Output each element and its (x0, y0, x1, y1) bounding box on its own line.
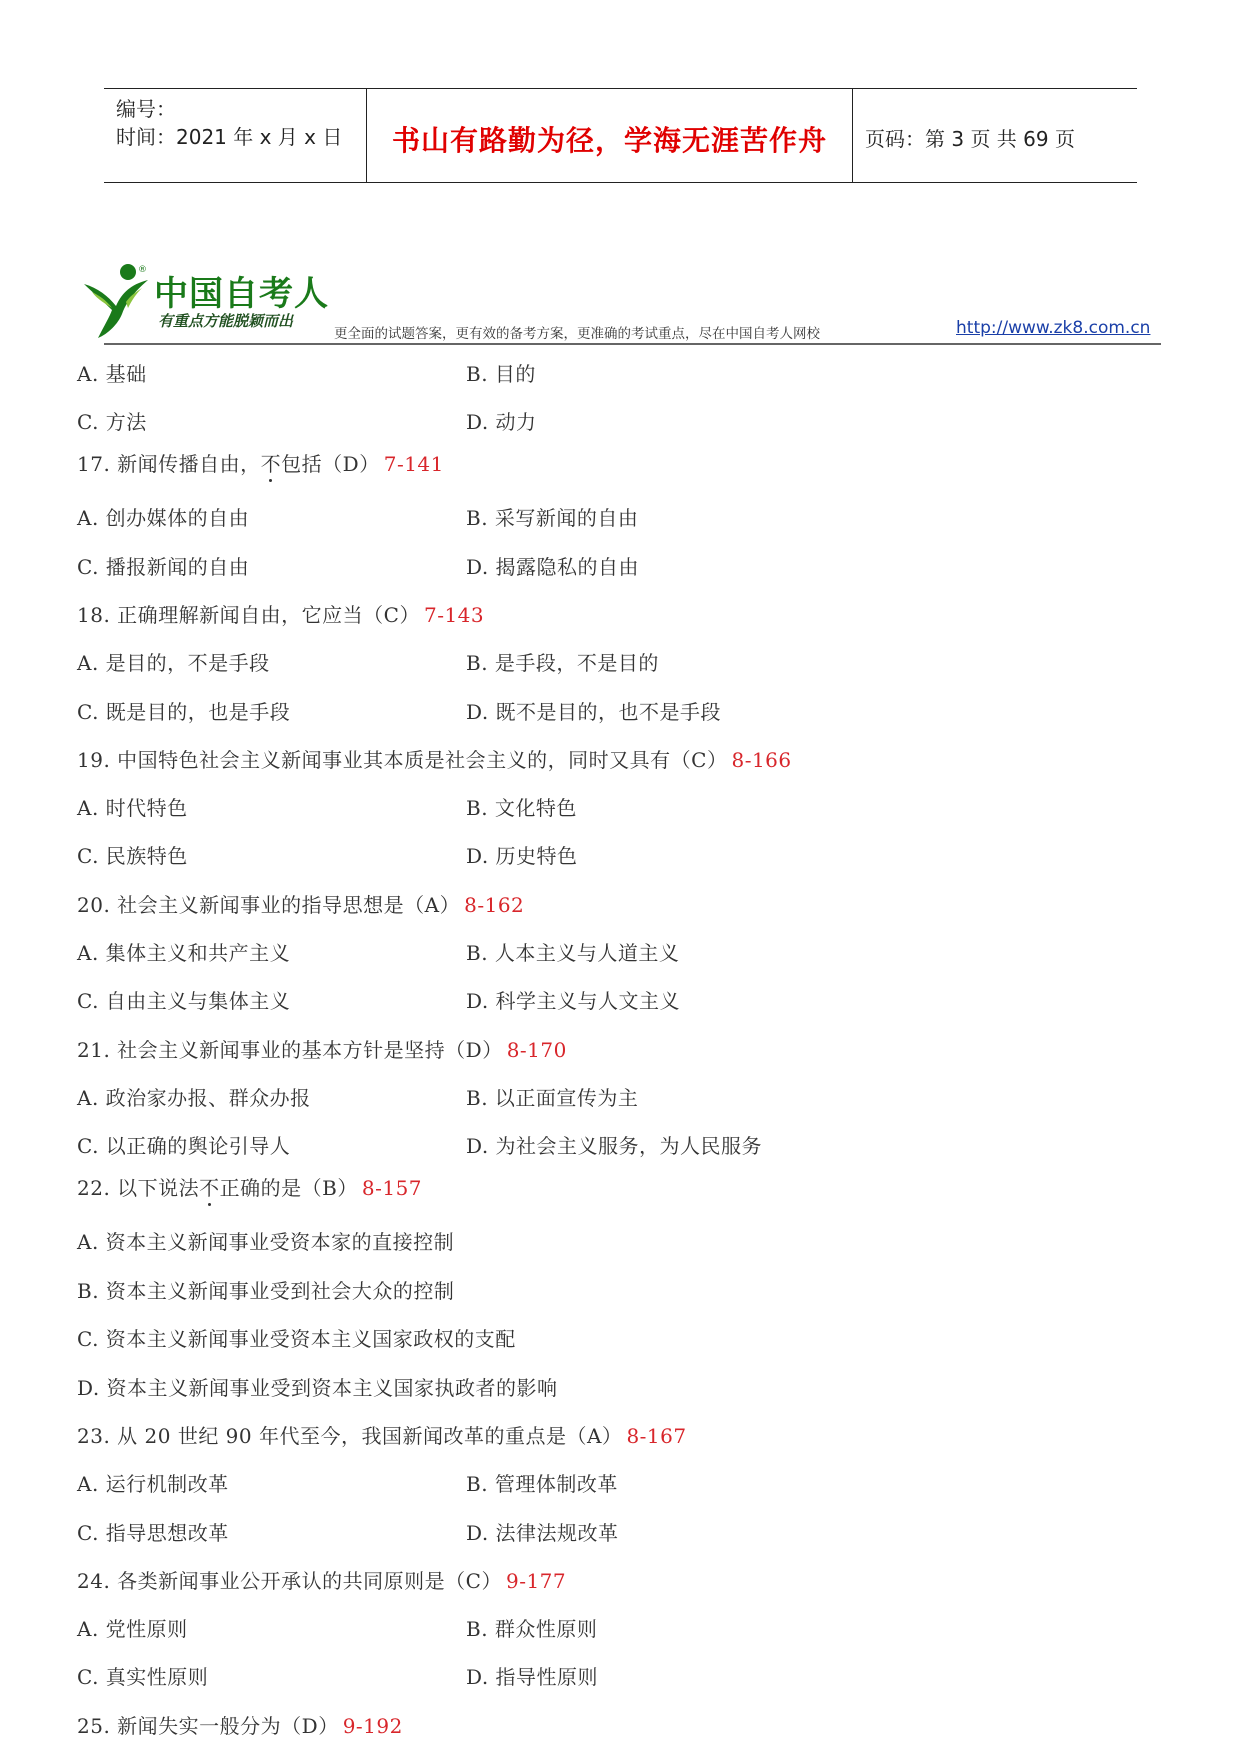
option-b: B. 采写新闻的自由 (466, 506, 639, 530)
serial-label: 编号： (116, 97, 176, 121)
brand-logo-icon (78, 262, 158, 346)
brand-tagline: 更全面的试题答案，更有效的备考方案，更准确的考试重点，尽在中国自考人网校 (334, 326, 820, 342)
question-17: 17. 新闻传播自由，不包括（D） 7-141 (77, 452, 444, 476)
option-d: D. 为社会主义服务，为人民服务 (466, 1134, 763, 1158)
option-a: A. 运行机制改革 (77, 1472, 229, 1496)
page-ref: 7-143 (423, 603, 485, 627)
page-header (104, 88, 1137, 183)
option-b: B. 群众性原则 (466, 1617, 598, 1641)
question-22: 22. 以下说法不正确的是（B） 8-157 (77, 1176, 423, 1200)
option-d: D. 科学主义与人文主义 (466, 989, 681, 1013)
option-b: B. 管理体制改革 (466, 1472, 618, 1496)
svg-text:®: ® (138, 265, 147, 275)
option-a: A. 是目的，不是手段 (77, 651, 270, 675)
option-b: B. 是手段，不是目的 (466, 651, 659, 675)
header-info-cell (104, 89, 367, 182)
brand-name: 中国自考人 (154, 274, 329, 314)
question-19: 19. 中国特色社会主义新闻事业其本质是社会主义的，同时又具有（C） 8-166 (77, 748, 792, 772)
option-a: A. 基础 (77, 362, 147, 386)
option-c: C. 以正确的舆论引导人 (77, 1134, 291, 1158)
question-25: 25. 新闻失实一般分为（D） 9-192 (77, 1714, 403, 1738)
page-ref: 7-141 (383, 452, 444, 476)
option-b: B. 资本主义新闻事业受到社会大众的控制 (77, 1279, 455, 1303)
option-d: D. 揭露隐私的自由 (466, 555, 640, 579)
question-20: 20. 社会主义新闻事业的指导思想是（A） 8-162 (77, 893, 525, 917)
page-ref: 8-166 (731, 748, 792, 772)
option-c: C. 真实性原则 (77, 1665, 209, 1689)
option-a: A. 党性原则 (77, 1617, 188, 1641)
option-a: A. 时代特色 (77, 796, 188, 820)
page-ref: 9-192 (342, 1714, 403, 1738)
question-18: 18. 正确理解新闻自由，它应当（C） 7-143 (77, 603, 485, 627)
brand-slogan: 有重点方能脱颖而出 (158, 312, 294, 330)
option-d: D. 法律法规改革 (466, 1521, 619, 1545)
option-c: C. 自由主义与集体主义 (77, 989, 291, 1013)
time-text: 时间：2021 年 x 月 x 日 (116, 125, 343, 149)
option-b: B. 人本主义与人道主义 (466, 941, 680, 965)
page-ref: 8-157 (361, 1176, 423, 1200)
option-a: A. 集体主义和共产主义 (77, 941, 291, 965)
page-ref: 8-167 (626, 1424, 687, 1448)
option-d: D. 指导性原则 (466, 1665, 599, 1689)
page-ref: 8-170 (506, 1038, 567, 1062)
question-21: 21. 社会主义新闻事业的基本方针是坚持（D） 8-170 (77, 1038, 567, 1062)
divider (104, 343, 1161, 345)
option-d: D. 资本主义新闻事业受到资本主义国家执政者的影响 (77, 1376, 558, 1400)
option-c: C. 指导思想改革 (77, 1521, 229, 1545)
option-b: B. 目的 (466, 362, 536, 386)
header-motto-cell (367, 89, 853, 182)
option-c: C. 方法 (77, 410, 147, 434)
page-ref: 9-177 (505, 1569, 567, 1593)
option-a: A. 政治家办报、群众办报 (77, 1086, 311, 1110)
option-c: C. 播报新闻的自由 (77, 555, 250, 579)
option-a: A. 资本主义新闻事业受资本家的直接控制 (77, 1230, 455, 1254)
option-d: D. 动力 (466, 410, 537, 434)
option-c: C. 既是目的，也是手段 (77, 700, 291, 724)
page-number: 页码：第 3 页 共 69 页 (865, 127, 1075, 151)
option-d: D. 历史特色 (466, 844, 578, 868)
option-b: B. 文化特色 (466, 796, 577, 820)
question-24: 24. 各类新闻事业公开承认的共同原则是（C） 9-177 (77, 1569, 567, 1593)
motto: 书山有路勤为径，学海无涯苦作舟 (391, 124, 827, 157)
option-a: A. 创办媒体的自由 (77, 506, 250, 530)
option-c: C. 民族特色 (77, 844, 188, 868)
website-link[interactable]: http://www.zk8.com.cn (956, 318, 1151, 338)
header-page-cell (853, 89, 1137, 182)
option-c: C. 资本主义新闻事业受资本主义国家政权的支配 (77, 1327, 516, 1351)
option-d: D. 既不是目的，也不是手段 (466, 700, 722, 724)
page-ref: 8-162 (464, 893, 525, 917)
option-b: B. 以正面宣传为主 (466, 1086, 639, 1110)
question-23: 23. 从 20 世纪 90 年代至今，我国新闻改革的重点是（A） 8-167 (77, 1424, 687, 1448)
